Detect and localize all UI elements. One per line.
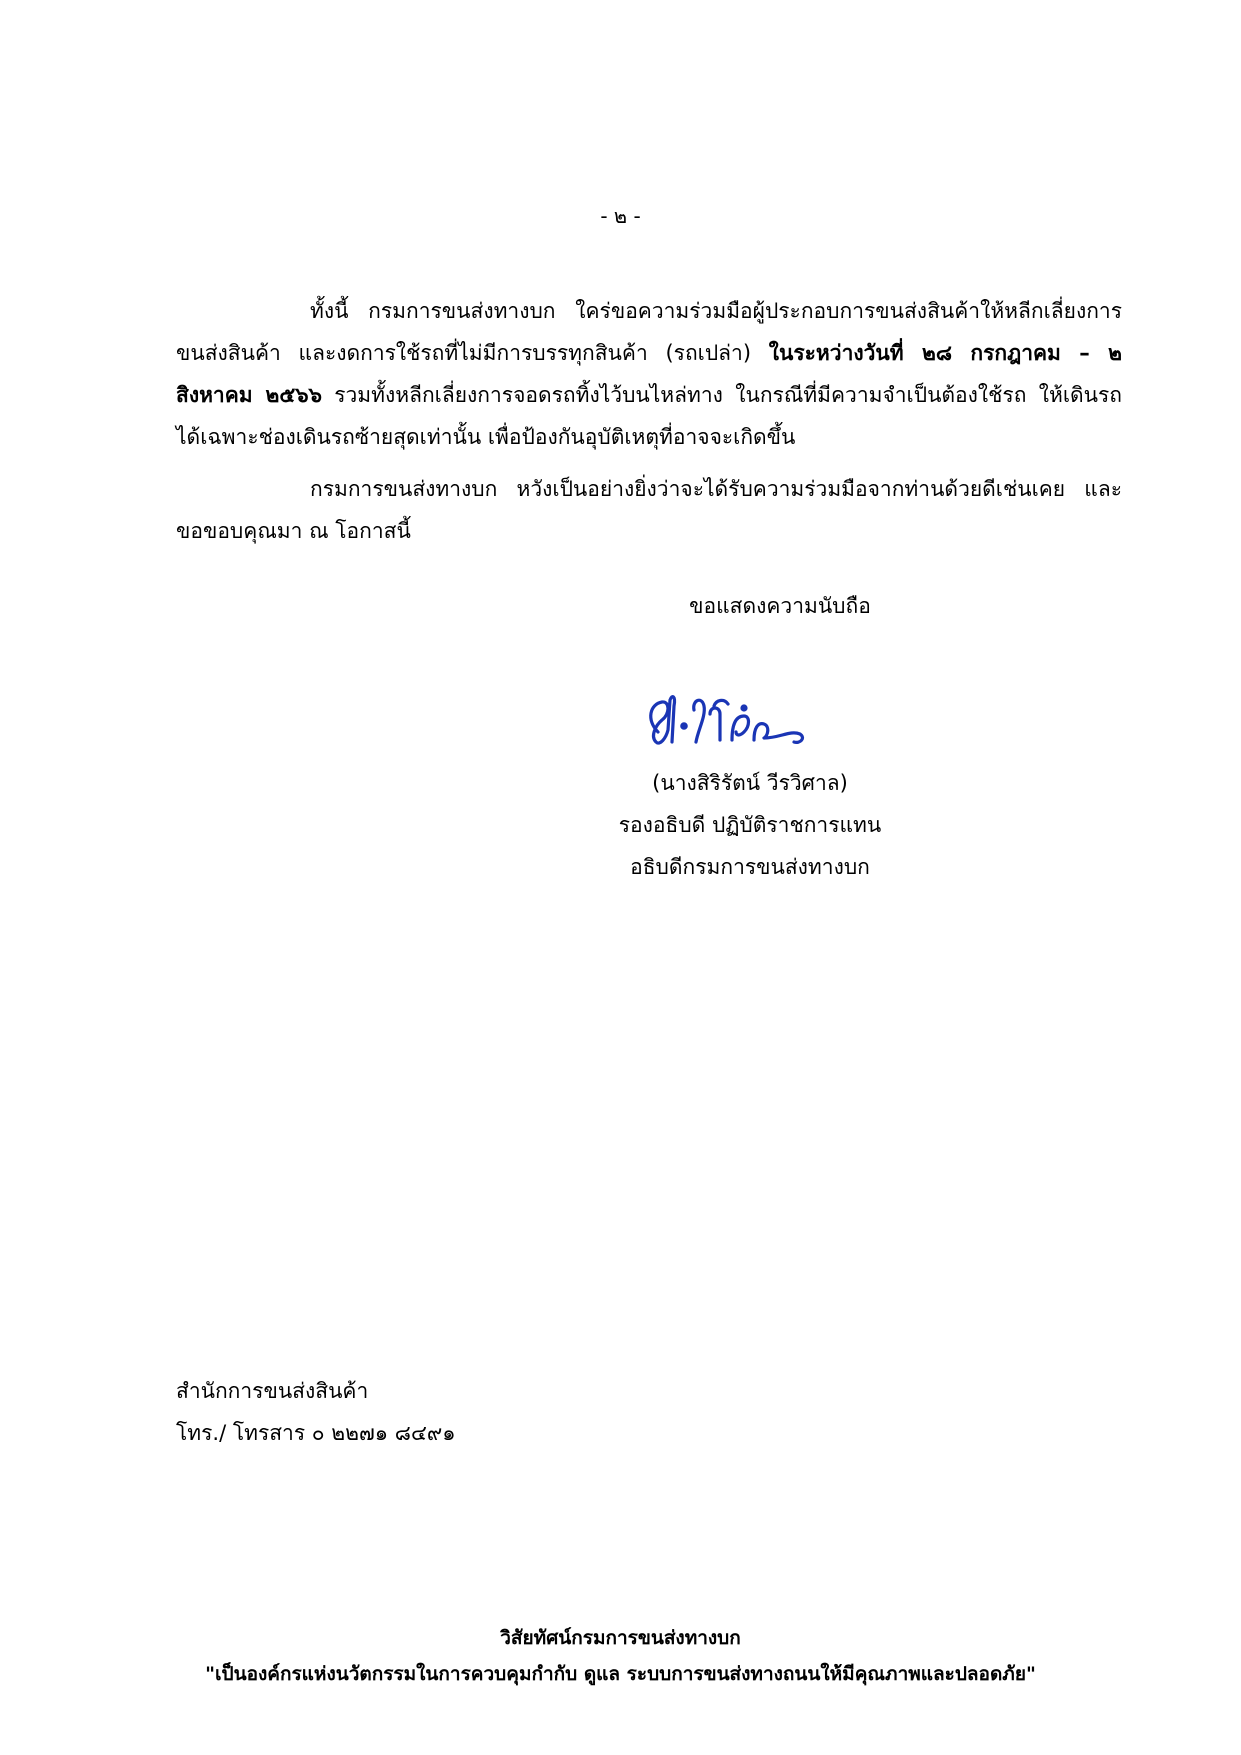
vision-footer: [0, 1620, 1241, 1692]
date-range-emphasis: ในระหว่างวันที่ ๒๘ กรกฎาคม – ๒ สิงหาคม ๒๕๖๖: [176, 341, 1122, 407]
signer-position-on-behalf: อธิบดีกรมการขนส่งทางบก: [630, 855, 870, 879]
closing-salutation: ขอแสดงความนับถือ: [689, 594, 871, 618]
office-contact: [176, 1370, 456, 1454]
paragraph-cooperation-request: [176, 290, 1122, 458]
office-name: สำนักการขนส่งสินค้า: [176, 1379, 369, 1403]
signer-block: [560, 762, 940, 888]
paragraph-thanks: กรมการขนส่งทางบก หวังเป็นอย่างยิ่งว่าจะได้รับความร่วมมือจากท่านด้วยดีเช่นเคย และขอขอบคุณมา ณ โอกาสนี้: [176, 477, 1122, 543]
paragraph-request-tail: รวมทั้งหลีกเลี่ยงการจอดรถทิ้งไว้บนไหล่ทาง ในกรณีที่มีความจำเป็นต้องใช้รถ ให้เดินรถได้เฉพาะช่องเดินรถซ้ายสุดเท่านั้น เพื่อป้องกันอุบัติเหตุที่อาจจะเกิดขึ้น: [176, 383, 1122, 449]
signature-image: [640, 680, 820, 760]
signer-name: (นางสิริรัตน์ วีรวิศาล): [652, 771, 848, 795]
letter-body: [176, 290, 1122, 562]
page-number: - ๒ -: [600, 204, 641, 228]
paragraph-request-text: ทั้งนี้ กรมการขนส่งทางบก ใคร่ขอความร่วมมือผู้ประกอบการขนส่งสินค้าให้หลีกเลี่ยงการขนส่งสินค้า และงดการใช้รถที่ไม่มีการบรรทุกสินค้า (รถเปล่า): [176, 299, 1122, 365]
signer-position: รองอธิบดี ปฏิบัติราชการแทน: [618, 813, 882, 837]
vision-statement: "เป็นองค์กรแห่งนวัตกรรมในการควบคุมกำกับ ดูแล ระบบการขนส่งทางถนนให้มีคุณภาพและปลอดภัย": [205, 1663, 1036, 1685]
office-phone: โทร./ โทรสาร ๐ ๒๒๗๑ ๘๔๙๑: [176, 1421, 456, 1445]
vision-heading: วิสัยทัศน์กรมการขนส่งทางบก: [500, 1627, 741, 1649]
